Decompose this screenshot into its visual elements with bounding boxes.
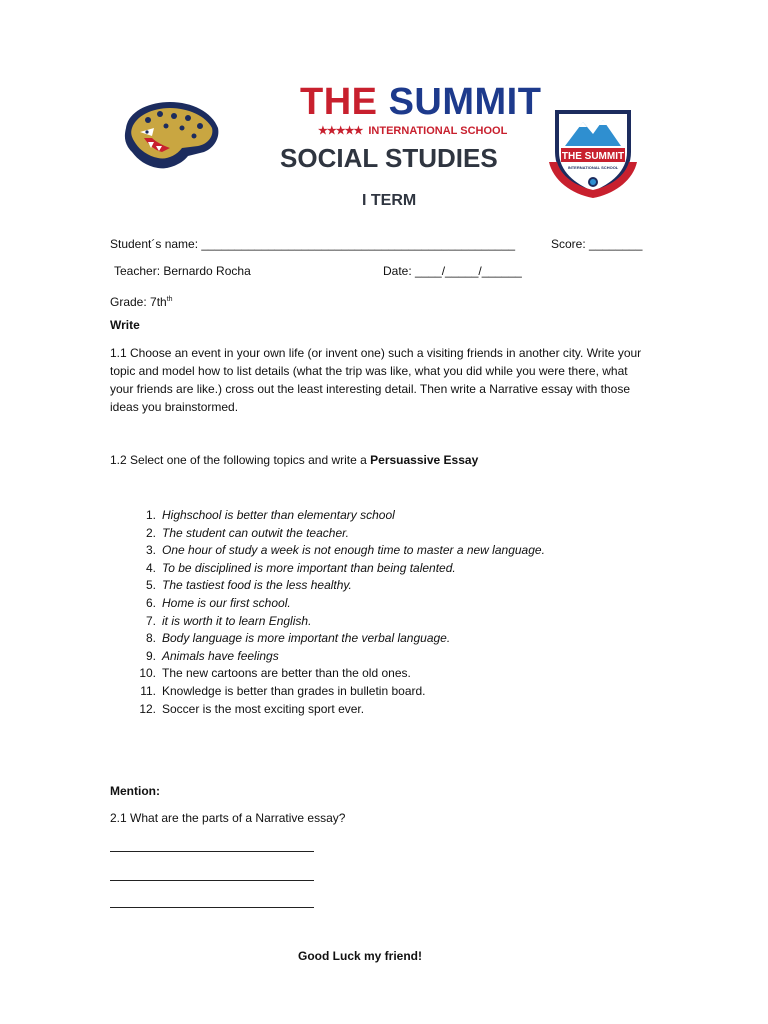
topic-number: 12. bbox=[139, 701, 156, 716]
brand-stars: ★★★★★ bbox=[318, 125, 363, 137]
grade-text: Grade: 7th bbox=[110, 295, 167, 309]
score-field[interactable]: Score: ________ bbox=[551, 237, 643, 251]
topic-text: Knowledge is better than grades in bulletin board. bbox=[162, 683, 426, 698]
topic-number: 1. bbox=[145, 508, 156, 522]
topic-list bbox=[130, 507, 545, 718]
school-brand-title bbox=[300, 82, 541, 122]
grade-label bbox=[110, 291, 173, 311]
section-write-heading: Write bbox=[110, 318, 140, 332]
brand-summit: SUMMIT bbox=[388, 81, 542, 123]
topic-number: 2. bbox=[145, 525, 156, 540]
topic-text: Animals have feelings bbox=[162, 648, 279, 663]
topic-text: The tastiest food is the less healthy. bbox=[162, 578, 352, 593]
topic-item bbox=[130, 630, 545, 648]
grade-superscript: th bbox=[166, 296, 173, 303]
topic-item bbox=[130, 665, 545, 683]
topic-item bbox=[130, 525, 545, 543]
topic-item bbox=[130, 560, 545, 578]
topic-text: One hour of study a week is not enough time to master a new language. bbox=[162, 543, 545, 558]
topic-number: 7. bbox=[145, 613, 156, 628]
topic-item bbox=[130, 613, 545, 631]
topic-number: 8. bbox=[145, 631, 156, 646]
topic-text: it is worth it to learn English. bbox=[162, 613, 312, 628]
school-crest-icon bbox=[543, 100, 643, 200]
question-1-1: 1.1 Choose an event in your own life (or invent one) such a visiting friends in another city. Write your topic and model how to list details (what the trip was like, what you did while you were there, what your friends are like.) cross out the least interesting detail. Then write a Narrative essay with those ideas you brainstormed. bbox=[110, 346, 642, 414]
crest-subtitle: INTERNATIONAL SCHOOL bbox=[567, 165, 619, 170]
question-1-2-text: 1.2 Select one of the following topics and write a bbox=[110, 453, 371, 467]
topic-number: 10. bbox=[139, 666, 156, 681]
topic-item bbox=[130, 507, 545, 525]
topic-item bbox=[130, 701, 545, 719]
closing-message: Good Luck my friend! bbox=[298, 949, 423, 963]
teacher-label: Teacher: Bernardo Rocha bbox=[114, 264, 251, 278]
topic-number: 9. bbox=[145, 648, 156, 663]
topic-item bbox=[130, 595, 545, 613]
jaguar-logo-icon bbox=[118, 98, 222, 172]
question-1-2 bbox=[110, 452, 478, 469]
brand-subtitle-text: INTERNATIONAL SCHOOL bbox=[368, 125, 508, 137]
section-mention-heading: Mention: bbox=[110, 784, 160, 798]
topic-text: Highschool is better than elementary school bbox=[162, 508, 395, 522]
topic-item bbox=[130, 577, 545, 595]
student-name-field[interactable]: Student´s name: _______________________________________________ bbox=[110, 237, 516, 251]
term-title: I TERM bbox=[362, 192, 417, 209]
answer-line[interactable] bbox=[110, 851, 314, 852]
topic-text: Soccer is the most exciting sport ever. bbox=[162, 701, 365, 716]
topic-item bbox=[130, 542, 545, 560]
persuasive-essay-label: Persuassive Essay bbox=[370, 453, 479, 467]
topic-number: 3. bbox=[145, 543, 156, 558]
answer-line[interactable] bbox=[110, 880, 314, 881]
crest-title: THE SUMMIT bbox=[561, 151, 625, 162]
topic-text: Home is our first school. bbox=[162, 595, 291, 610]
topic-number: 6. bbox=[145, 595, 156, 610]
brand-the: THE bbox=[300, 81, 378, 123]
topic-text: Body language is more important the verbal language. bbox=[162, 631, 451, 646]
topic-number: 5. bbox=[145, 578, 156, 593]
school-brand-subtitle bbox=[318, 124, 507, 137]
topic-number: 11. bbox=[140, 683, 156, 698]
answer-line[interactable] bbox=[110, 907, 314, 908]
topic-number: 4. bbox=[145, 560, 156, 575]
topic-item bbox=[130, 683, 545, 701]
topic-item bbox=[130, 648, 545, 666]
date-field[interactable]: Date: ____/_____/______ bbox=[383, 264, 522, 278]
question-2-1: 2.1 What are the parts of a Narrative essay? bbox=[110, 811, 346, 825]
subject-title: SOCIAL STUDIES bbox=[280, 143, 498, 173]
topic-text: The new cartoons are better than the old ones. bbox=[162, 666, 411, 681]
topic-text: To be disciplined is more important than being talented. bbox=[162, 560, 456, 575]
topic-text: The student can outwit the teacher. bbox=[162, 525, 350, 540]
